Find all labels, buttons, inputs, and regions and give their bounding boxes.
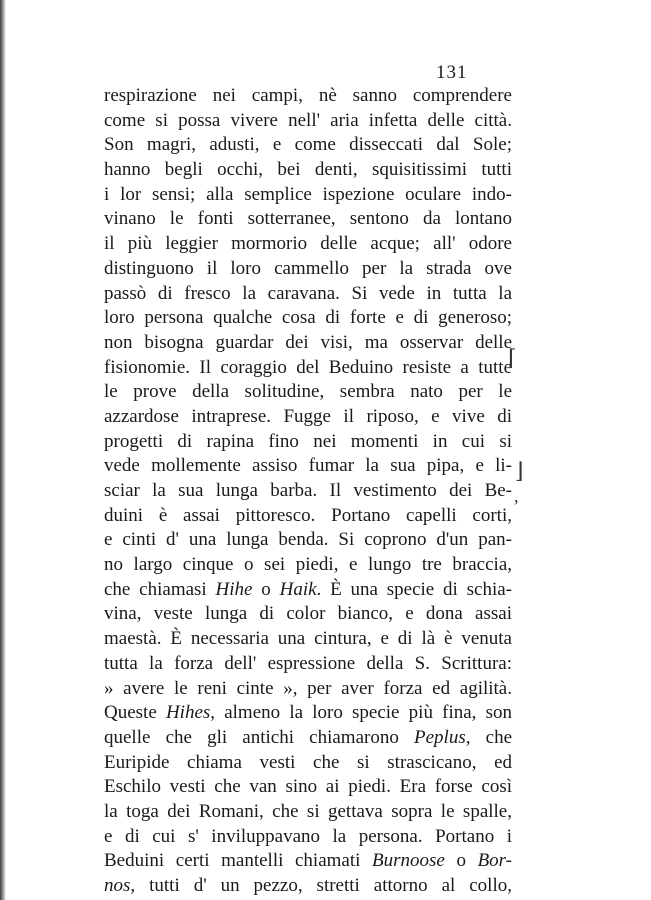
text-line (104, 652, 512, 677)
text-line (104, 874, 512, 899)
text-run: hanno begli occhi, bei denti, squisitissimi tutti (104, 159, 512, 181)
text-run: o (444, 850, 478, 872)
text-line (104, 454, 512, 479)
margin-bracket-mark: ⌋ (515, 458, 524, 483)
text-run: che chiamasi (104, 578, 216, 600)
text-run: progetti di rapina fino nei momenti in cui si (104, 430, 512, 452)
text-run: Euripide chiama vesti che si strascicano, ed (104, 751, 512, 773)
text-run: Eschilo vesti che van sino ai piedi. Era forse così (104, 776, 512, 798)
text-line (104, 109, 512, 134)
text-line (104, 479, 512, 504)
text-run: e di cui s' inviluppavano la persona. Portano i (104, 825, 512, 847)
text-line (104, 282, 512, 307)
text-run: respirazione nei campi, nè sanno comprendere (104, 85, 512, 106)
text-run: tutta la forza dell' espressione della S. Scrittura: (104, 652, 512, 674)
text-line (104, 800, 512, 825)
text-run: il più leggier mormorio delle acque; all' odore (104, 233, 512, 255)
text-line (104, 849, 512, 874)
text-run: no largo cinque o sei piedi, e lungo tre braccia, (104, 554, 512, 576)
text-line (104, 84, 512, 109)
text-run: duini è assai pittoresco. Portano capelli corti, (104, 504, 512, 526)
text-line (104, 504, 512, 529)
text-run: e cinti d' una lunga benda. Si coprono d'un pan- (104, 529, 512, 551)
text-run: le prove della solitudine, sembra nato per le (104, 381, 512, 403)
text-line (104, 183, 512, 208)
text-line (104, 677, 512, 702)
text-run: , almeno la loro specie più fina, son (210, 702, 512, 724)
text-line (104, 528, 512, 553)
text-line (104, 602, 512, 627)
italic-term: Burnoose (372, 850, 445, 872)
text-run: loro persona qualche cosa di forte e di generoso; (104, 307, 512, 329)
text-line (104, 751, 512, 776)
text-line (104, 380, 512, 405)
text-run: azzardose intraprese. Fugge il riposo, e vive di (104, 405, 512, 427)
text-line (104, 775, 512, 800)
text-run: distinguono il loro cammello per la strada ove (104, 257, 512, 279)
text-line (104, 701, 512, 726)
text-run: vinano le fonti sotterranee, sentono da lontano (104, 208, 512, 230)
text-run: come si possa vivere nell' aria infetta delle città. (104, 109, 512, 131)
page-number: 131 (436, 62, 468, 83)
margin-bracket-mark: ⌈ (508, 345, 517, 370)
text-run: passò di fresco la caravana. Si vede in tutta la (104, 282, 512, 304)
text-line (104, 158, 512, 183)
text-line (104, 405, 512, 430)
text-run: . È una specie di schia- (316, 578, 512, 600)
text-line (104, 257, 512, 282)
text-run: i lor sensi; alla semplice ispezione oculare indo- (104, 183, 512, 205)
text-run: vina, veste lunga di color bianco, e dona assai (104, 603, 512, 625)
text-line (104, 627, 512, 652)
text-line (104, 133, 512, 158)
page-binding-edge (0, 0, 6, 900)
margin-comma-mark: , (514, 486, 519, 506)
text-run: » avere le reni cinte », per aver forza ed agilità. (104, 677, 512, 699)
text-run: o (252, 578, 280, 600)
italic-term: Peplus (414, 726, 466, 748)
text-line (104, 726, 512, 751)
text-line (104, 825, 512, 850)
text-line (104, 207, 512, 232)
italic-term: nos (104, 875, 131, 896)
text-line (104, 356, 512, 381)
text-run: Son magri, adusti, e come disseccati dal Sole; (104, 134, 512, 156)
text-run: , che (465, 726, 513, 748)
text-run: Queste (104, 702, 166, 724)
text-line (104, 232, 512, 257)
italic-term: Bor- (477, 850, 513, 872)
text-line (104, 553, 512, 578)
text-run: vede mollemente assiso fumar la sua pipa, e li- (104, 455, 512, 477)
text-run: non bisogna guardar dei visi, ma osservar delle (104, 331, 512, 353)
text-run: Beduini certi mantelli chiamati (104, 850, 373, 872)
text-run: quelle che gli antichi chiamarono (104, 726, 415, 748)
body-text (104, 84, 512, 899)
text-line (104, 430, 512, 455)
text-line (104, 578, 512, 603)
italic-term: Hihe (215, 578, 253, 600)
italic-term: Hihes (165, 702, 211, 724)
text-run: maestà. È necessaria una cintura, e di là è venuta (104, 628, 512, 650)
text-run: , tutti d' un pezzo, stretti attorno al collo, (130, 875, 512, 896)
text-run: la toga dei Romani, che si gettava sopra le spalle, (104, 800, 512, 822)
text-line (104, 331, 512, 356)
text-run: fisionomie. Il coraggio del Beduino resiste a tutte (104, 356, 512, 378)
text-run: sciar la sua lunga barba. Il vestimento dei Be- (104, 480, 512, 501)
italic-term: Haik (279, 578, 317, 600)
text-line (104, 306, 512, 331)
